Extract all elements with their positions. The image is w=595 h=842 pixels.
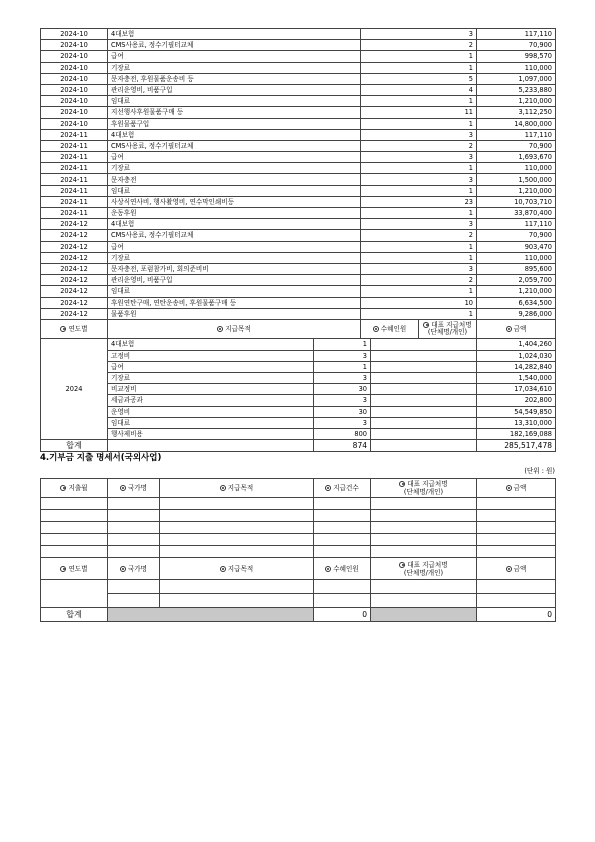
summary-purpose: 임대료 <box>108 417 314 428</box>
table-row <box>41 84 556 95</box>
row-purpose: 4대보험 <box>108 29 361 40</box>
circle-marker-icon <box>325 485 331 491</box>
row-amount: 70,900 <box>477 140 556 151</box>
overseas-summary-header-purpose: 지급목적 <box>160 558 314 580</box>
summary-recipient <box>371 406 477 417</box>
summary-total-blank <box>108 440 314 452</box>
summary-row <box>41 339 556 350</box>
row-month: 2024-12 <box>41 286 108 297</box>
summary-recipient <box>371 350 477 361</box>
overseas-total-shaded <box>108 608 314 622</box>
summary-row <box>41 384 556 395</box>
row-amount: 5,233,880 <box>477 84 556 95</box>
row-amount: 70,900 <box>477 40 556 51</box>
section4-title: 4.기부금 지출 명세서(국외사업) <box>40 453 162 464</box>
table-row <box>41 152 556 163</box>
row-month: 2024-12 <box>41 219 108 230</box>
row-count: 3 <box>361 219 477 230</box>
row-amount: 110,000 <box>477 163 556 174</box>
row-purpose: 임대료 <box>108 286 361 297</box>
row-month: 2024-10 <box>41 96 108 107</box>
row-month: 2024-10 <box>41 51 108 62</box>
circle-marker-icon <box>373 326 379 332</box>
overseas-summary-empty-row <box>41 594 556 608</box>
row-count: 1 <box>361 252 477 263</box>
row-purpose: 문자충전, 포럼참가비, 회의준비비 <box>108 263 361 274</box>
row-purpose: CMS사용료, 정수기필터교체 <box>108 40 361 51</box>
summary-header-year: 연도별 <box>41 319 108 338</box>
summary-amount: 14,282,840 <box>477 361 556 372</box>
table-row <box>41 62 556 73</box>
row-month: 2024-10 <box>41 29 108 40</box>
row-count: 11 <box>361 107 477 118</box>
row-month: 2024-10 <box>41 73 108 84</box>
summary-row <box>41 417 556 428</box>
summary-header-beneficiaries-cell: 수혜인원 <box>361 320 419 338</box>
summary-header-row <box>41 319 556 338</box>
row-month: 2024-10 <box>41 84 108 95</box>
circle-marker-icon <box>60 485 66 491</box>
row-month: 2024-10 <box>41 40 108 51</box>
summary-purpose: 운영비 <box>108 406 314 417</box>
overseas-total-shaded2 <box>371 608 477 622</box>
yearly-summary-table <box>40 338 556 452</box>
row-count: 1 <box>361 308 477 319</box>
summary-purpose: 비교정비 <box>108 384 314 395</box>
summary-count: 30 <box>314 384 371 395</box>
table-row <box>41 118 556 129</box>
row-amount: 3,112,250 <box>477 107 556 118</box>
table-row <box>41 263 556 274</box>
circle-marker-icon <box>506 485 512 491</box>
row-purpose: 지선행사후원물품구매 등 <box>108 107 361 118</box>
row-count: 2 <box>361 275 477 286</box>
row-purpose: 4대보험 <box>108 129 361 140</box>
row-amount: 70,900 <box>477 230 556 241</box>
table-row <box>41 40 556 51</box>
row-count: 1 <box>361 163 477 174</box>
summary-header-recipient-cell: 대표 지급처명 (단체명/개인) <box>419 320 476 338</box>
row-purpose: 기장료 <box>108 252 361 263</box>
table-row <box>41 185 556 196</box>
row-count: 1 <box>361 208 477 219</box>
table-row <box>41 163 556 174</box>
overseas-empty-row <box>41 534 556 546</box>
summary-purpose: 세금과공과 <box>108 395 314 406</box>
table-row <box>41 208 556 219</box>
row-month: 2024-12 <box>41 297 108 308</box>
row-month: 2024-11 <box>41 185 108 196</box>
row-amount: 14,800,000 <box>477 118 556 129</box>
summary-recipient <box>371 339 477 350</box>
overseas-summary-header-recipient: 대표 지급처명 (단체명/개인) <box>371 558 477 580</box>
row-amount: 1,210,000 <box>477 96 556 107</box>
summary-amount: 54,549,850 <box>477 406 556 417</box>
overseas-total-count: 0 <box>314 608 371 622</box>
table-row <box>41 29 556 40</box>
row-amount: 6,634,500 <box>477 297 556 308</box>
summary-recipient <box>371 417 477 428</box>
overseas-header-row <box>41 479 556 498</box>
overseas-summary-empty-row <box>41 580 556 594</box>
overseas-total-row <box>41 608 556 622</box>
row-month: 2024-12 <box>41 275 108 286</box>
summary-row <box>41 406 556 417</box>
row-count: 2 <box>361 40 477 51</box>
circle-marker-icon <box>399 562 405 568</box>
row-amount: 110,000 <box>477 62 556 73</box>
row-amount: 903,470 <box>477 241 556 252</box>
summary-count: 3 <box>314 417 371 428</box>
summary-count: 3 <box>314 395 371 406</box>
row-month: 2024-11 <box>41 152 108 163</box>
row-purpose: CMS사용료, 정수기필터교체 <box>108 140 361 151</box>
circle-marker-icon <box>60 326 66 332</box>
row-purpose: 문자충전 <box>108 174 361 185</box>
overseas-header-date: 지출월 <box>41 479 108 498</box>
row-month: 2024-11 <box>41 129 108 140</box>
row-month: 2024-11 <box>41 174 108 185</box>
row-month: 2024-11 <box>41 163 108 174</box>
summary-row <box>41 372 556 383</box>
summary-year: 2024 <box>41 339 108 440</box>
row-count: 1 <box>361 241 477 252</box>
overseas-header-amount: 금액 <box>477 479 556 498</box>
row-count: 5 <box>361 73 477 84</box>
row-amount: 10,703,710 <box>477 196 556 207</box>
summary-amount: 202,800 <box>477 395 556 406</box>
row-amount: 117,110 <box>477 29 556 40</box>
row-count: 10 <box>361 297 477 308</box>
summary-row <box>41 350 556 361</box>
row-month: 2024-12 <box>41 252 108 263</box>
summary-header-beneficiaries <box>361 319 477 338</box>
summary-purpose: 기장료 <box>108 372 314 383</box>
row-purpose: 물품후원 <box>108 308 361 319</box>
overseas-total-amount: 0 <box>477 608 556 622</box>
overseas-header-count: 지급건수 <box>314 479 371 498</box>
circle-marker-icon <box>217 326 223 332</box>
row-amount: 9,286,000 <box>477 308 556 319</box>
table-row <box>41 73 556 84</box>
table-row <box>41 96 556 107</box>
summary-row <box>41 428 556 439</box>
row-amount: 1,500,000 <box>477 174 556 185</box>
row-purpose: 급여 <box>108 51 361 62</box>
overseas-header-recipient: 대표 지급처명 (단체명/개인) <box>371 479 477 498</box>
row-purpose: 관리운영비, 비품구입 <box>108 84 361 95</box>
summary-purpose: 급여 <box>108 361 314 372</box>
row-count: 3 <box>361 129 477 140</box>
row-count: 1 <box>361 286 477 297</box>
table-row <box>41 129 556 140</box>
circle-marker-icon <box>220 485 226 491</box>
summary-amount: 182,169,088 <box>477 428 556 439</box>
row-month: 2024-10 <box>41 118 108 129</box>
summary-amount: 1,404,260 <box>477 339 556 350</box>
overseas-summary-header-row <box>41 558 556 580</box>
row-count: 3 <box>361 152 477 163</box>
summary-row <box>41 395 556 406</box>
row-month: 2024-12 <box>41 230 108 241</box>
row-count: 1 <box>361 62 477 73</box>
row-month: 2024-10 <box>41 62 108 73</box>
overseas-empty-row <box>41 510 556 522</box>
circle-marker-icon <box>325 566 331 572</box>
row-month: 2024-11 <box>41 196 108 207</box>
table-row <box>41 297 556 308</box>
row-purpose: 급여 <box>108 241 361 252</box>
summary-count: 3 <box>314 372 371 383</box>
circle-marker-icon <box>423 322 429 328</box>
summary-count: 3 <box>314 350 371 361</box>
table-row <box>41 241 556 252</box>
summary-count: 1 <box>314 361 371 372</box>
summary-recipient <box>371 384 477 395</box>
row-count: 3 <box>361 174 477 185</box>
summary-amount: 1,540,000 <box>477 372 556 383</box>
table-row <box>41 196 556 207</box>
row-purpose: 운동후원 <box>108 208 361 219</box>
row-month: 2024-10 <box>41 107 108 118</box>
summary-amount: 13,310,000 <box>477 417 556 428</box>
row-purpose: 후원물품구입 <box>108 118 361 129</box>
overseas-summary-header-amount: 금액 <box>477 558 556 580</box>
row-count: 1 <box>361 118 477 129</box>
row-month: 2024-12 <box>41 308 108 319</box>
row-amount: 1,210,000 <box>477 286 556 297</box>
row-amount: 998,570 <box>477 51 556 62</box>
row-purpose: 임대료 <box>108 185 361 196</box>
row-purpose: CMS사용료, 정수기필터교체 <box>108 230 361 241</box>
row-amount: 895,600 <box>477 263 556 274</box>
row-amount: 110,000 <box>477 252 556 263</box>
row-count: 2 <box>361 140 477 151</box>
overseas-summary-header-beneficiaries: 수혜인원 <box>314 558 371 580</box>
row-purpose: 기장료 <box>108 62 361 73</box>
row-count: 2 <box>361 230 477 241</box>
overseas-empty-row <box>41 522 556 534</box>
summary-purpose: 4대보험 <box>108 339 314 350</box>
table-row <box>41 140 556 151</box>
summary-header-amount: 금액 <box>477 319 556 338</box>
summary-purpose: 행사제비용 <box>108 428 314 439</box>
circle-marker-icon <box>120 485 126 491</box>
row-count: 3 <box>361 263 477 274</box>
row-purpose: 4대보험 <box>108 219 361 230</box>
monthly-expense-table <box>40 28 556 339</box>
circle-marker-icon <box>220 566 226 572</box>
summary-count: 1 <box>314 339 371 350</box>
summary-amount: 1,024,030 <box>477 350 556 361</box>
summary-recipient <box>371 428 477 439</box>
row-count: 4 <box>361 84 477 95</box>
summary-count: 30 <box>314 406 371 417</box>
overseas-header-purpose: 지급목적 <box>160 479 314 498</box>
section4-unit: (단위 : 원) <box>524 467 555 476</box>
summary-total-count: 874 <box>314 440 371 452</box>
overseas-empty-row <box>41 546 556 558</box>
overseas-empty-row <box>41 498 556 510</box>
row-purpose: 관리운영비, 비품구입 <box>108 275 361 286</box>
overseas-summary-header-year: 연도별 <box>41 558 108 580</box>
summary-count: 800 <box>314 428 371 439</box>
row-purpose: 후원연탄구매, 연탄운송비, 후원물품구매 등 <box>108 297 361 308</box>
circle-marker-icon <box>60 566 66 572</box>
circle-marker-icon <box>120 566 126 572</box>
row-amount: 1,210,000 <box>477 185 556 196</box>
circle-marker-icon <box>506 566 512 572</box>
row-amount: 2,059,700 <box>477 275 556 286</box>
summary-recipient <box>371 361 477 372</box>
row-amount: 117,110 <box>477 129 556 140</box>
row-count: 1 <box>361 185 477 196</box>
summary-total-label: 합계 <box>41 440 108 452</box>
row-amount: 117,110 <box>477 219 556 230</box>
row-amount: 1,097,000 <box>477 73 556 84</box>
summary-total-amount: 285,517,478 <box>477 440 556 452</box>
row-purpose: 급여 <box>108 152 361 163</box>
table-row <box>41 174 556 185</box>
table-row <box>41 107 556 118</box>
row-month: 2024-12 <box>41 263 108 274</box>
circle-marker-icon <box>399 481 405 487</box>
row-purpose: 문자충전, 후원물품운송비 등 <box>108 73 361 84</box>
overseas-expense-table <box>40 478 556 622</box>
table-row <box>41 51 556 62</box>
row-count: 1 <box>361 51 477 62</box>
summary-total-blank2 <box>371 440 477 452</box>
row-count: 1 <box>361 96 477 107</box>
table-row <box>41 275 556 286</box>
summary-total-row <box>41 440 556 452</box>
table-row <box>41 308 556 319</box>
table-row <box>41 286 556 297</box>
overseas-total-label: 합계 <box>41 608 108 622</box>
summary-recipient <box>371 395 477 406</box>
overseas-header-country: 국가명 <box>108 479 160 498</box>
summary-amount: 17,034,610 <box>477 384 556 395</box>
summary-recipient <box>371 372 477 383</box>
row-purpose: 임대료 <box>108 96 361 107</box>
row-purpose: 사상식연사비, 행사촬영비, 연수막인쇄비등 <box>108 196 361 207</box>
report-sheet <box>40 28 555 622</box>
summary-purpose: 고정비 <box>108 350 314 361</box>
overseas-summary-header-country: 국가명 <box>108 558 160 580</box>
table-row <box>41 230 556 241</box>
row-month: 2024-11 <box>41 140 108 151</box>
row-amount: 1,693,670 <box>477 152 556 163</box>
circle-marker-icon <box>506 326 512 332</box>
row-purpose: 기장료 <box>108 163 361 174</box>
summary-header-purpose: 지급목적 <box>108 319 361 338</box>
summary-row <box>41 361 556 372</box>
table-row <box>41 252 556 263</box>
row-count: 3 <box>361 29 477 40</box>
table-row <box>41 219 556 230</box>
row-month: 2024-12 <box>41 241 108 252</box>
row-month: 2024-11 <box>41 208 108 219</box>
row-count: 23 <box>361 196 477 207</box>
row-amount: 33,870,400 <box>477 208 556 219</box>
